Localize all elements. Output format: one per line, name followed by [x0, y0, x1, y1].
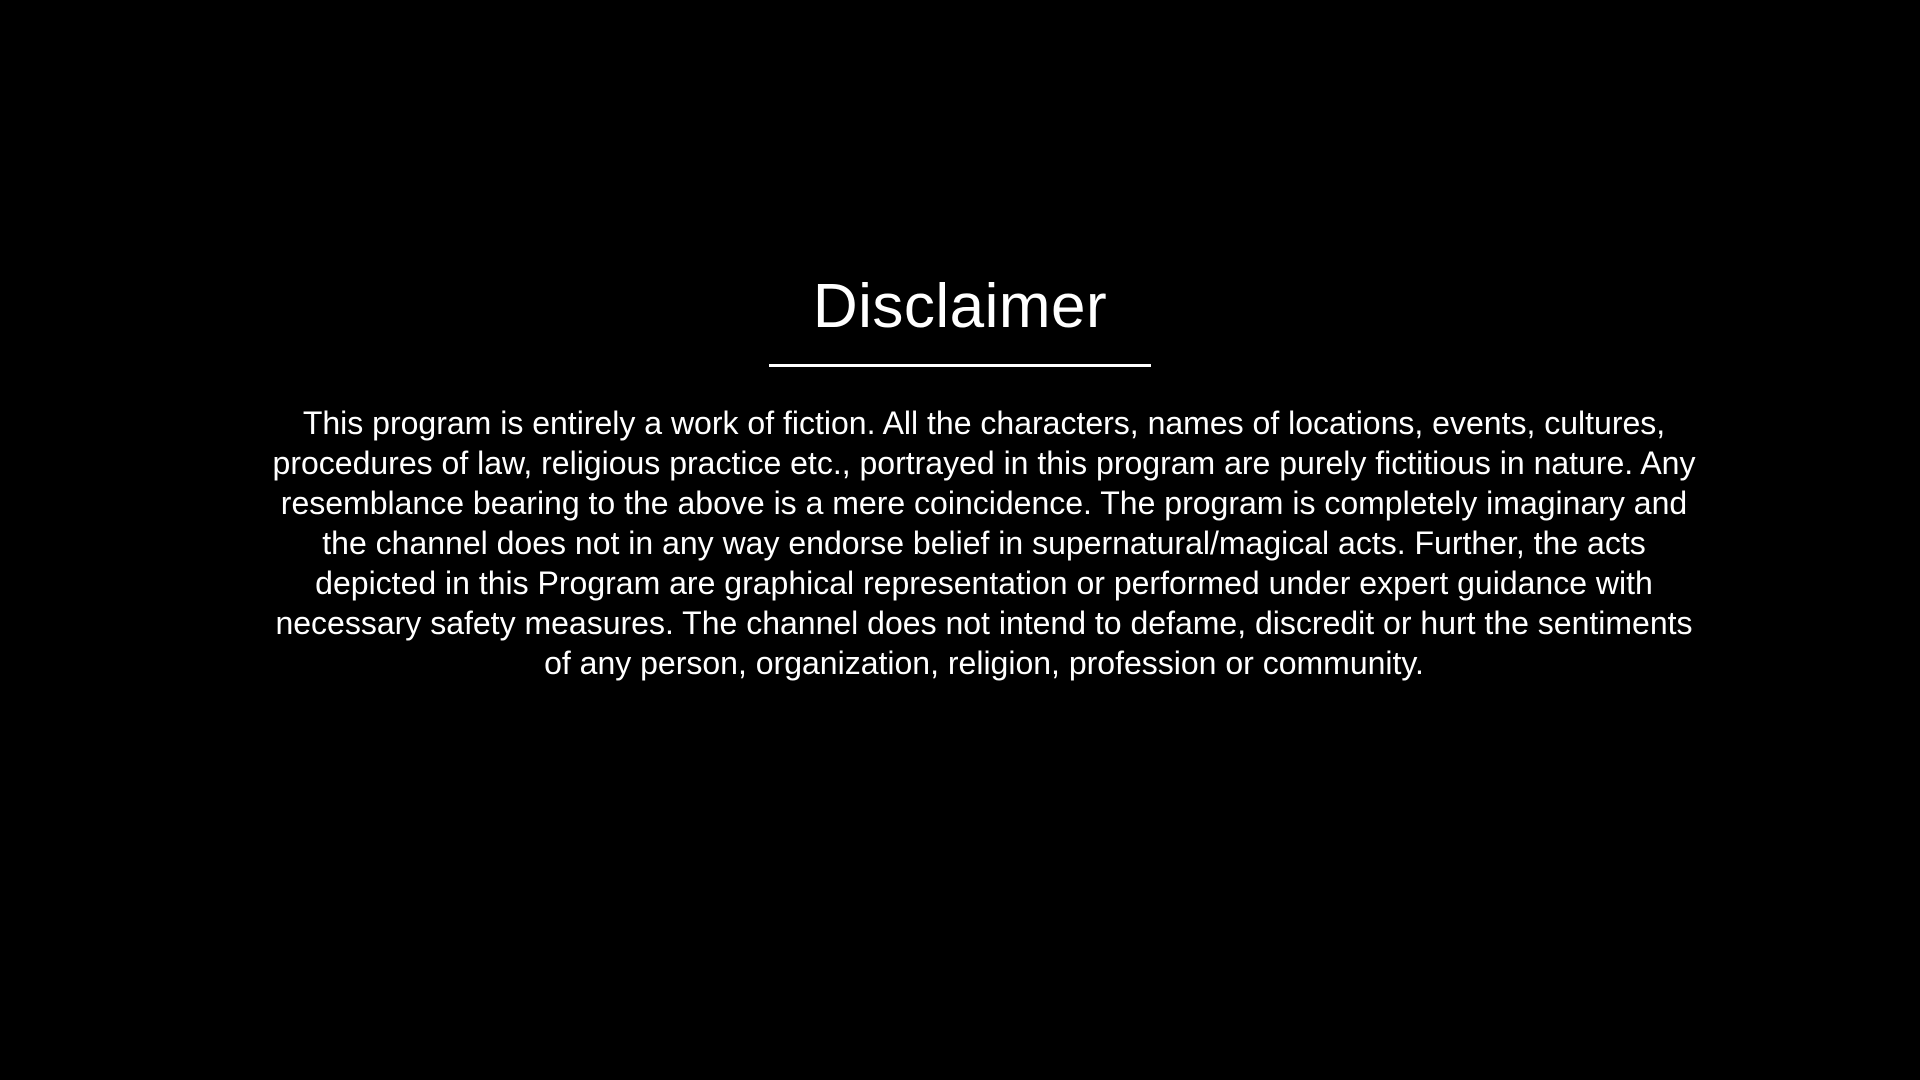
- disclaimer-line: the channel does not in any way endorse belief in supernatural/magical acts. Further, the acts: [322, 525, 1646, 561]
- disclaimer-line: This program is entirely a work of fiction. All the characters, names of locations, events, cultures,: [302, 405, 1666, 441]
- title-underline: [769, 364, 1151, 367]
- title-block: [769, 0, 1151, 367]
- disclaimer-line: necessary safety measures. The channel does not intend to defame, discredit or hurt the sentiments: [275, 605, 1693, 641]
- disclaimer-line: resemblance bearing to the above is a mere coincidence. The program is completely imaginary and: [280, 485, 1688, 521]
- disclaimer-text: [273, 403, 1696, 683]
- disclaimer-line: depicted in this Program are graphical representation or performed under expert guidance with: [315, 565, 1653, 601]
- page-title: Disclaimer: [812, 272, 1108, 341]
- disclaimer-line: procedures of law, religious practice etc., portrayed in this program are purely fictitious in nature. Any: [272, 445, 1696, 481]
- disclaimer-line: of any person, organization, religion, profession or community.: [544, 645, 1424, 681]
